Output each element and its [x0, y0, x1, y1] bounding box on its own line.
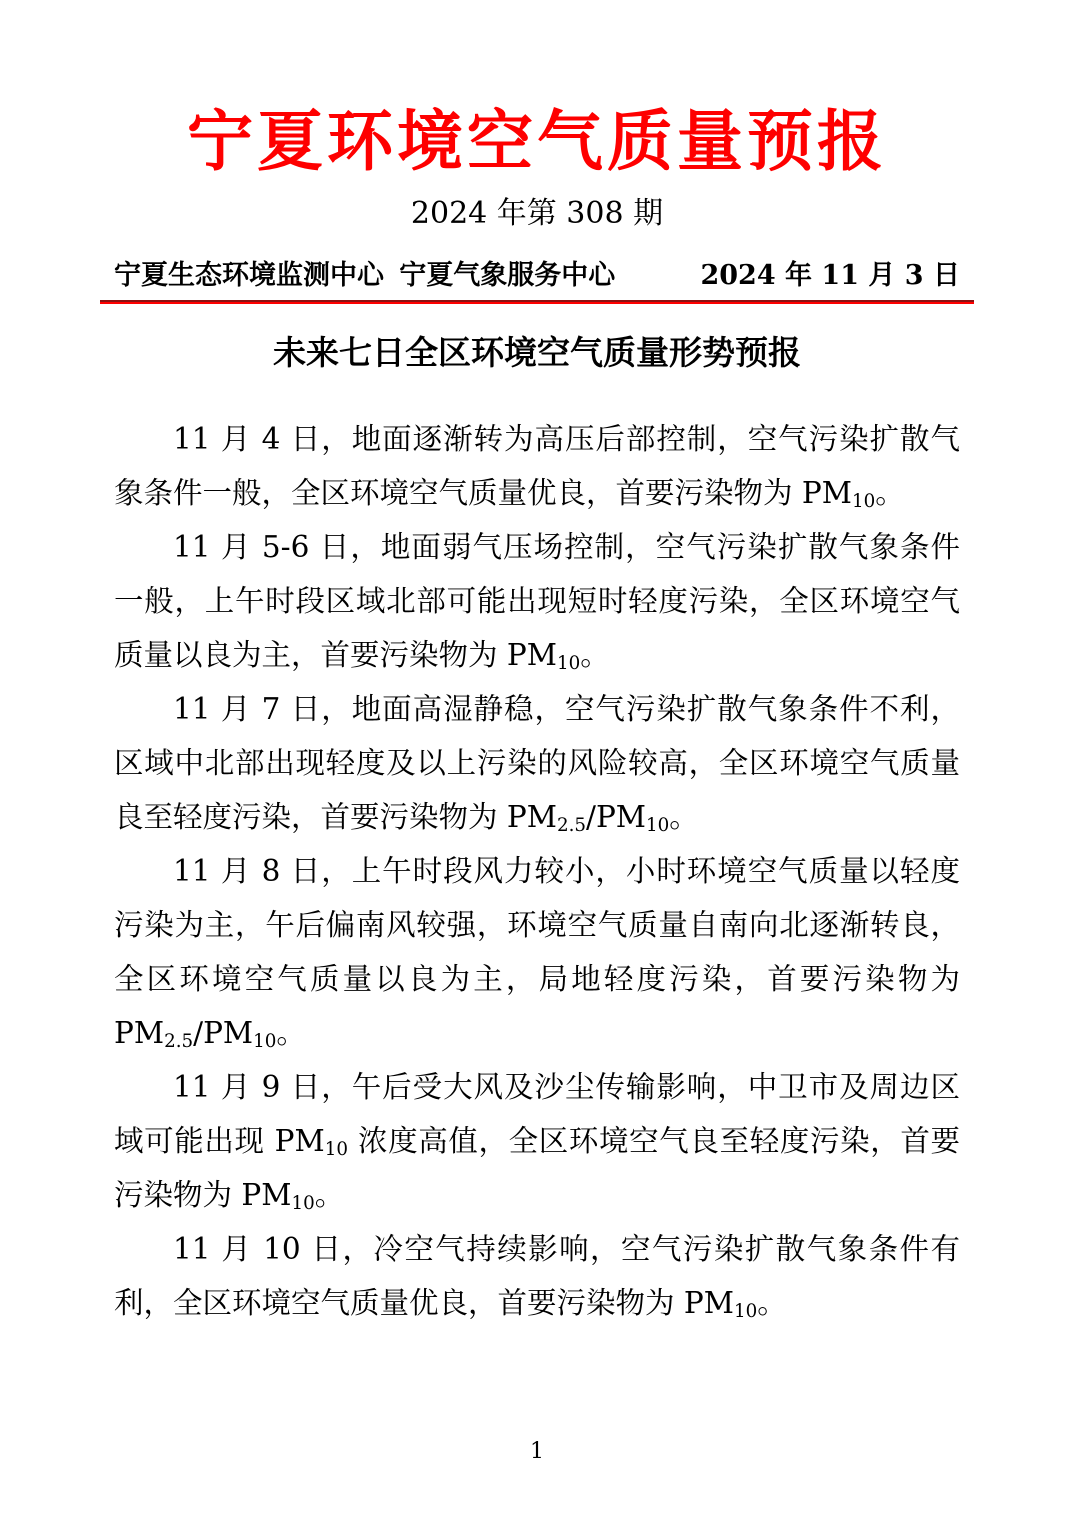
- header-row: [114, 260, 960, 292]
- page-number: 1: [530, 1439, 544, 1464]
- section-title: 未来七日全区环境空气质量形势预报: [273, 333, 801, 373]
- forecast-paragraph: 11 月 9 日，午后受大风及沙尘传输影响，中卫市及周边区域可能出现 $PM_{10}$ 浓度高值，全区环境空气良至轻度污染，首要污染物为 $PM_{10}$。: [114, 1069, 960, 1214]
- document-title: 宁夏环境空气质量预报: [187, 102, 887, 180]
- red-divider-rule: [100, 300, 974, 304]
- forecast-paragraph: 11 月 5-6 日，地面弱气压场控制，空气污染扩散气象条件一般，上午时段区域北部可能出现短时轻度污染，全区环境空气质量以良为主，首要污染物为 $PM_{10}$。: [114, 529, 960, 674]
- issue-date: 2024 年 11 月 3 日: [700, 259, 960, 291]
- org-name-meteo-service-center: 宁夏气象服务中心: [399, 259, 616, 291]
- issue-number: 2024 年第 308 期: [410, 195, 664, 231]
- org-name-monitoring-center: 宁夏生态环境监测中心: [114, 259, 384, 291]
- forecast-paragraphs: [114, 412, 960, 1330]
- forecast-paragraph: 11 月 10 日，冷空气持续影响，空气污染扩散气象条件有利，全区环境空气质量优良，首要污染物为 $PM_{10}$。: [114, 1231, 960, 1322]
- forecast-paragraph: 11 月 8 日，上午时段风力较小，小时环境空气质量以轻度污染为主，午后偏南风较强，环境空气质量自南向北逐渐转良，全区环境空气质量以良为主，局地轻度污染，首要污染物为 $PM_{2.5}/PM_{10}$。: [114, 853, 960, 1052]
- forecast-paragraph: 11 月 4 日，地面逐渐转为高压后部控制，空气污染扩散气象条件一般，全区环境空气质量优良，首要污染物为 $PM_{10}$。: [114, 421, 960, 512]
- forecast-paragraph: 11 月 7 日，地面高湿静稳，空气污染扩散气象条件不利，区域中北部出现轻度及以上污染的风险较高，全区环境空气质量良至轻度污染，首要污染物为 $PM_{2.5}/PM_{10}$。: [114, 691, 960, 836]
